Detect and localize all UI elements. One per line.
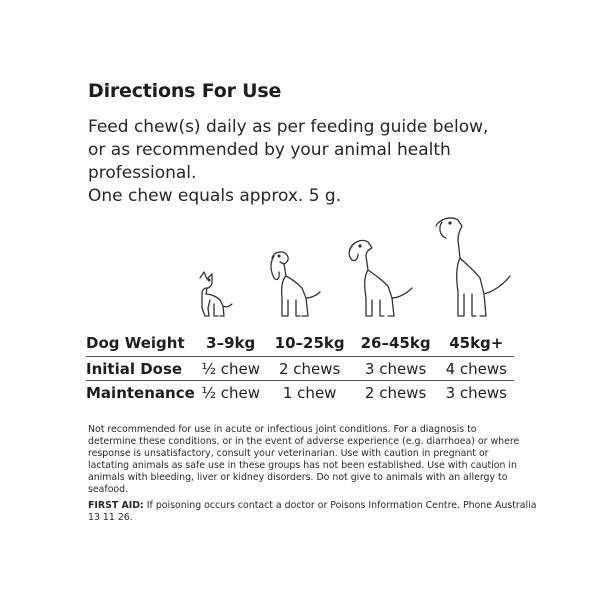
table-cell: 1 chew bbox=[282, 383, 337, 402]
disclaimer-line: response is unsatisfactory, consult your veterinarian. Use with caution in pregnant or bbox=[88, 448, 489, 459]
weight-class: 45kg+ bbox=[439, 330, 514, 357]
small-dog-icon bbox=[190, 270, 240, 320]
table-row bbox=[86, 381, 514, 405]
first-aid-phone: 13 11 26. bbox=[88, 512, 133, 523]
dog-weight-label: Dog Weight bbox=[86, 330, 195, 357]
first-aid-text: If poisoning occurs contact a doctor or Poisons Information Centre. Phone Australia bbox=[143, 500, 537, 511]
table-header-row bbox=[86, 330, 514, 357]
weight-class: 26–45kg bbox=[353, 330, 439, 357]
disclaimer-line: animals with bleeding, liver or kidney disorders. Do not give to animals with an allergy to bbox=[88, 472, 508, 483]
disclaimer-line: lactating animals as safe use in these groups has not been established. Use with caution in bbox=[88, 460, 517, 471]
table-row bbox=[86, 357, 514, 381]
table-cell: ½ chew bbox=[195, 357, 267, 381]
disclaimer-line: determine these conditions, or in the event of adverse experience (e.g. diarrhoea) or where bbox=[88, 436, 520, 447]
disclaimer-line: Not recommended for use in acute or infectious joint conditions. For a diagnosis to bbox=[88, 424, 477, 435]
table-cell: ½ chew bbox=[201, 383, 260, 402]
intro-line: professional. bbox=[88, 163, 197, 183]
intro-line: Feed chew(s) daily as per feeding guide below, bbox=[88, 117, 489, 137]
disclaimer-text bbox=[88, 424, 528, 496]
disclaimer-line: seafood. bbox=[88, 484, 129, 495]
table-cell: 2 chews bbox=[364, 383, 427, 402]
large-dog-icon bbox=[344, 236, 420, 320]
first-aid-section bbox=[88, 500, 537, 524]
table-cell: 4 chews bbox=[439, 357, 514, 381]
table-cell: 3 chews bbox=[353, 357, 439, 381]
intro-line: or as recommended by your animal health bbox=[88, 140, 451, 160]
maintenance-label: Maintenance bbox=[86, 383, 195, 402]
directions-intro bbox=[88, 116, 528, 208]
initial-dose-label: Initial Dose bbox=[86, 357, 195, 381]
first-aid-line bbox=[88, 500, 537, 512]
weight-class: 10–25kg bbox=[267, 330, 353, 357]
first-aid-label: FIRST AID: bbox=[88, 500, 144, 511]
medium-dog-icon bbox=[264, 248, 328, 320]
directions-heading: Directions For Use bbox=[88, 80, 282, 102]
dosage-table bbox=[86, 330, 514, 404]
intro-line: One chew equals approx. 5 g. bbox=[88, 186, 342, 206]
table-cell: 2 chews bbox=[267, 357, 353, 381]
giant-dog-icon bbox=[432, 214, 522, 320]
table-cell: 3 chews bbox=[445, 383, 507, 402]
weight-class: 3–9kg bbox=[195, 330, 267, 357]
